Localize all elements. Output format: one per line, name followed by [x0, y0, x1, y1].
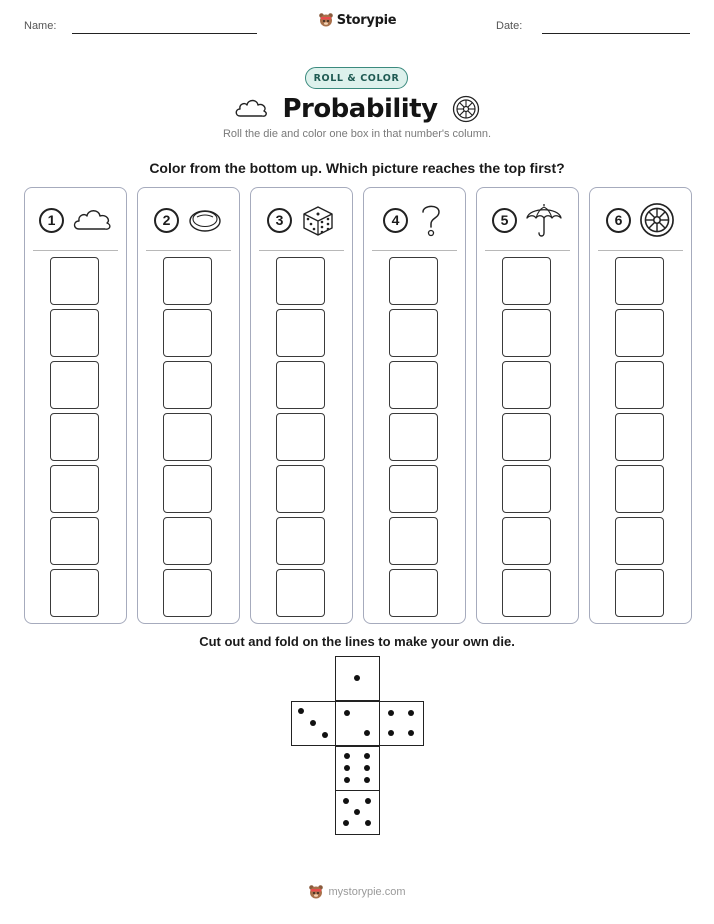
coin-icon — [187, 206, 223, 234]
column-3 — [250, 187, 353, 624]
color-box[interactable] — [502, 309, 551, 357]
color-box[interactable] — [389, 309, 438, 357]
column-header — [25, 202, 126, 238]
column-divider — [372, 250, 457, 251]
color-box[interactable] — [276, 413, 325, 461]
date-field-line[interactable] — [542, 33, 690, 34]
color-box[interactable] — [163, 465, 212, 513]
color-box[interactable] — [163, 413, 212, 461]
color-box[interactable] — [615, 361, 664, 409]
die-pip — [388, 730, 394, 736]
color-box[interactable] — [276, 361, 325, 409]
column-divider — [146, 250, 231, 251]
color-box[interactable] — [50, 413, 99, 461]
color-box[interactable] — [163, 569, 212, 617]
color-box[interactable] — [502, 569, 551, 617]
column-header — [364, 202, 465, 238]
probability-columns — [24, 187, 690, 624]
color-box[interactable] — [389, 361, 438, 409]
column-divider — [33, 250, 118, 251]
color-box[interactable] — [276, 569, 325, 617]
column-header — [251, 202, 352, 238]
number-circle: 5 — [492, 208, 517, 233]
color-box[interactable] — [615, 309, 664, 357]
column-5 — [476, 187, 579, 624]
color-box[interactable] — [615, 257, 664, 305]
column-divider — [598, 250, 683, 251]
color-box[interactable] — [502, 465, 551, 513]
color-box[interactable] — [50, 465, 99, 513]
cutout-instruction: Cut out and fold on the lines to make your own die. — [199, 634, 515, 649]
die-pip — [322, 732, 328, 738]
color-box[interactable] — [502, 517, 551, 565]
column-divider — [485, 250, 570, 251]
die-pip — [388, 710, 394, 716]
color-box[interactable] — [502, 257, 551, 305]
color-box[interactable] — [163, 309, 212, 357]
color-box[interactable] — [389, 465, 438, 513]
die-pip — [344, 777, 350, 783]
column-2 — [137, 187, 240, 624]
column-header — [138, 202, 239, 238]
die-pip — [298, 708, 304, 714]
color-box[interactable] — [50, 569, 99, 617]
die-face-2 — [335, 701, 380, 746]
wheel-icon — [639, 202, 675, 238]
die-icon — [300, 202, 336, 238]
die-pip — [408, 710, 414, 716]
column-divider — [259, 250, 344, 251]
name-label: Name: — [24, 20, 57, 32]
number-circle: 6 — [606, 208, 631, 233]
die-pip — [408, 730, 414, 736]
die-pip — [343, 820, 349, 826]
number-circle: 2 — [154, 208, 179, 233]
color-box[interactable] — [276, 465, 325, 513]
column-header — [590, 202, 691, 238]
color-box[interactable] — [389, 413, 438, 461]
color-box[interactable] — [389, 569, 438, 617]
color-box[interactable] — [615, 465, 664, 513]
color-box[interactable] — [615, 413, 664, 461]
color-box[interactable] — [50, 361, 99, 409]
cloud-icon — [234, 97, 268, 121]
die-pip — [354, 809, 360, 815]
color-box[interactable] — [276, 309, 325, 357]
color-box[interactable] — [502, 413, 551, 461]
column-header — [477, 202, 578, 238]
roll-color-badge: ROLL & COLOR — [305, 67, 408, 89]
color-box[interactable] — [163, 517, 212, 565]
instructions-subtitle: Roll the die and color one box in that number's column. — [222, 128, 492, 140]
question-heading: Color from the bottom up. Which picture reaches the top first? — [149, 160, 565, 176]
die-pip — [344, 765, 350, 771]
footer-url[interactable]: mystorypie.com — [328, 886, 406, 898]
die-face-3 — [291, 701, 336, 746]
die-pip — [364, 777, 370, 783]
die-pip — [354, 675, 360, 681]
die-pip — [344, 710, 350, 716]
color-box[interactable] — [389, 257, 438, 305]
bear-mascot-icon — [318, 12, 334, 28]
brand-name: Storypie — [336, 12, 397, 28]
footer — [0, 884, 714, 900]
number-circle: 4 — [383, 208, 408, 233]
die-pip — [364, 730, 370, 736]
title-row — [0, 90, 714, 128]
color-box[interactable] — [50, 257, 99, 305]
color-box[interactable] — [276, 257, 325, 305]
die-face-6 — [335, 746, 380, 791]
umbrella-icon — [525, 201, 563, 239]
page-title: Probability — [282, 94, 438, 124]
die-pip — [364, 765, 370, 771]
number-circle: 1 — [39, 208, 64, 233]
die-pip — [344, 753, 350, 759]
die-pip — [343, 798, 349, 804]
wheel-icon — [452, 95, 480, 123]
brand-logo — [0, 12, 714, 28]
question-mark-icon — [416, 201, 446, 239]
color-box[interactable] — [615, 569, 664, 617]
column-6 — [589, 187, 692, 624]
color-box[interactable] — [50, 309, 99, 357]
column-4 — [363, 187, 466, 624]
color-box[interactable] — [50, 517, 99, 565]
die-pip — [364, 753, 370, 759]
bear-mascot-icon — [308, 884, 324, 900]
die-pip — [365, 798, 371, 804]
die-face-1 — [335, 656, 380, 701]
column-1 — [24, 187, 127, 624]
date-label: Date: — [496, 20, 523, 32]
cloud-icon — [72, 206, 112, 234]
number-circle: 3 — [267, 208, 292, 233]
die-face-4 — [379, 701, 424, 746]
color-box[interactable] — [276, 517, 325, 565]
name-field-line[interactable] — [72, 33, 257, 34]
color-box[interactable] — [163, 257, 212, 305]
color-box[interactable] — [163, 361, 212, 409]
die-pip — [310, 720, 316, 726]
die-pip — [365, 820, 371, 826]
color-box[interactable] — [615, 517, 664, 565]
color-box[interactable] — [389, 517, 438, 565]
color-box[interactable] — [502, 361, 551, 409]
die-face-5 — [335, 790, 380, 835]
